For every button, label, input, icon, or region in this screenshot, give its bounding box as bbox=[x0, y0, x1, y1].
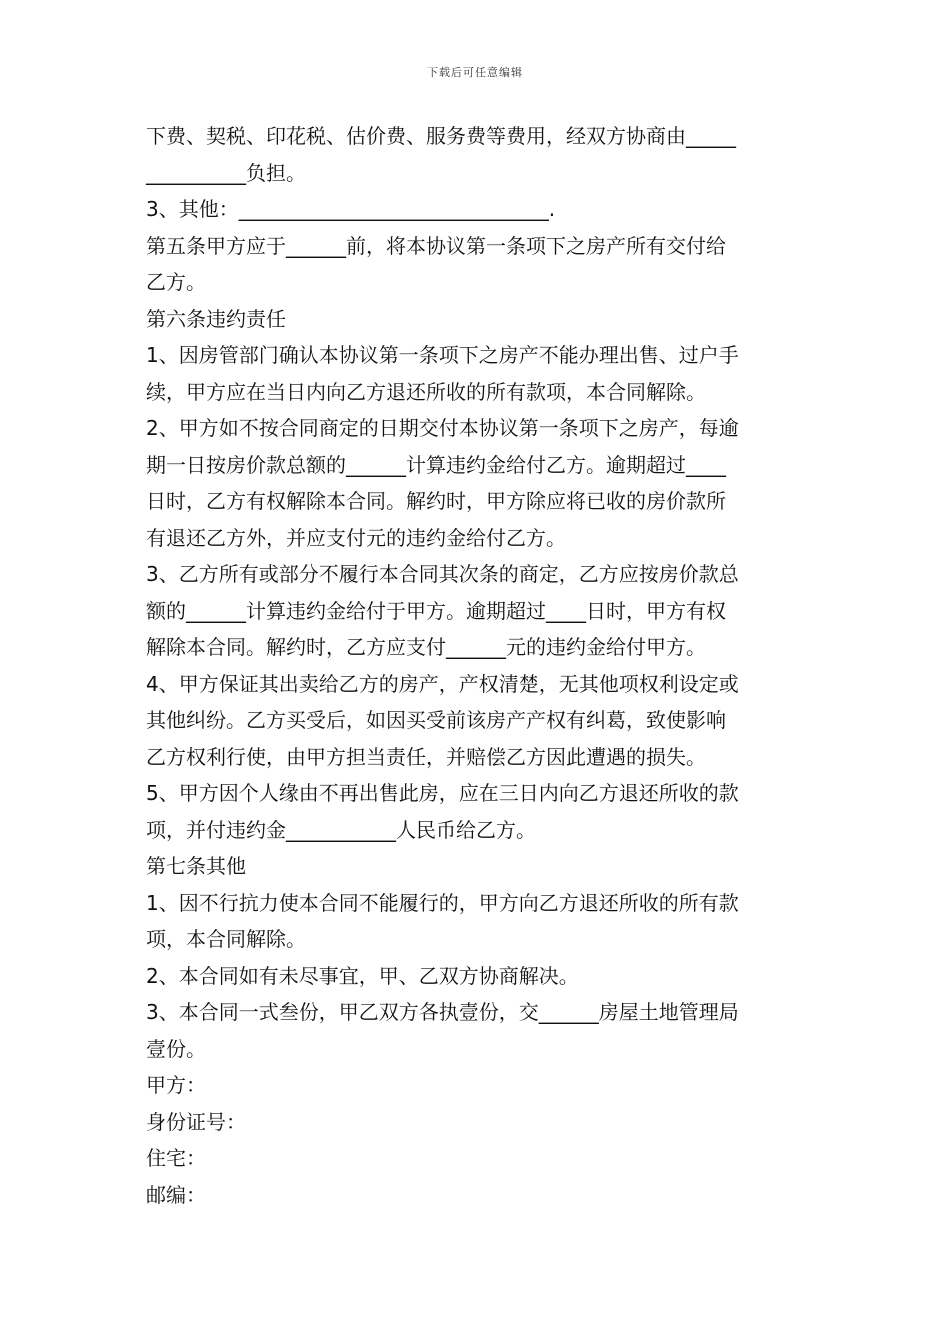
signature-label-id-number: 身份证号： bbox=[146, 1109, 246, 1134]
text-line: 3、本合同一式叁份，甲乙双方各执壹份，交______房屋土地管理局 bbox=[146, 1000, 739, 1024]
text-line: 3、乙方所有或部分不履行本合同其次条的商定，乙方应按房价款总 bbox=[146, 562, 739, 586]
text-line: 项，并付违约金___________人民币给乙方。 bbox=[146, 817, 536, 842]
signature-label-postcode: 邮编： bbox=[146, 1182, 206, 1207]
section-heading: 第七条其他 bbox=[146, 854, 246, 878]
text-line: 1、因房管部门确认本协议第一条项下之房产不能办理出售、过户手 bbox=[146, 343, 739, 367]
text-line: 2、甲方如不按合同商定的日期交付本协议第一条项下之房产，每逾 bbox=[146, 416, 739, 440]
text-line: 解除本合同。解约时，乙方应支付______元的违约金给付甲方。 bbox=[146, 635, 706, 659]
text-line: 4、甲方保证其出卖给乙方的房产，产权清楚，无其他项权利设定或 bbox=[146, 671, 739, 696]
text-line: 乙方。 bbox=[146, 270, 206, 294]
text-line: 3、其他：_______________________________. bbox=[146, 197, 556, 221]
text-line: 壹份。 bbox=[146, 1036, 206, 1061]
signature-label-party-a: 甲方： bbox=[146, 1073, 206, 1097]
text-line: 项，本合同解除。 bbox=[146, 927, 306, 951]
text-line: 日时，乙方有权解除本合同。解约时，甲方除应将已收的房价款所 bbox=[146, 489, 726, 513]
text-line: 其他纠纷。乙方买受后，如因买受前该房产产权有纠葛，致使影响 bbox=[146, 708, 726, 732]
text-line: 有退还乙方外，并应支付元的违约金给付乙方。 bbox=[146, 525, 566, 550]
text-line: 续，甲方应在当日内向乙方退还所收的所有款项，本合同解除。 bbox=[146, 379, 706, 404]
page-header: 下载后可任意编辑 bbox=[427, 66, 523, 79]
text-line: 5、甲方因个人缘由不再出售此房，应在三日内向乙方退还所收的款 bbox=[146, 781, 739, 805]
text-line: __________负担。 bbox=[146, 160, 306, 185]
signature-label-residence: 住宅： bbox=[146, 1146, 206, 1170]
text-line: 第五条甲方应于______前，将本协议第一条项下之房产所有交付给 bbox=[146, 233, 726, 258]
section-heading: 第六条违约责任 bbox=[146, 306, 286, 331]
text-line: 下费、契税、印花税、估价费、服务费等费用，经双方协商由_____ bbox=[146, 124, 736, 148]
text-line: 额的______计算违约金给付于甲方。逾期超过____日时，甲方有权 bbox=[146, 598, 726, 623]
text-line: 2、本合同如有未尽事宜，甲、乙双方协商解决。 bbox=[146, 963, 579, 988]
text-line: 1、因不行抗力使本合同不能履行的，甲方向乙方退还所收的所有款 bbox=[146, 890, 739, 915]
text-line: 乙方权利行使，由甲方担当责任，并赔偿乙方因此遭遇的损失。 bbox=[146, 744, 706, 769]
document-body bbox=[146, 118, 811, 1213]
text-line: 期一日按房价款总额的______计算违约金给付乙方。逾期超过____ bbox=[146, 452, 726, 477]
